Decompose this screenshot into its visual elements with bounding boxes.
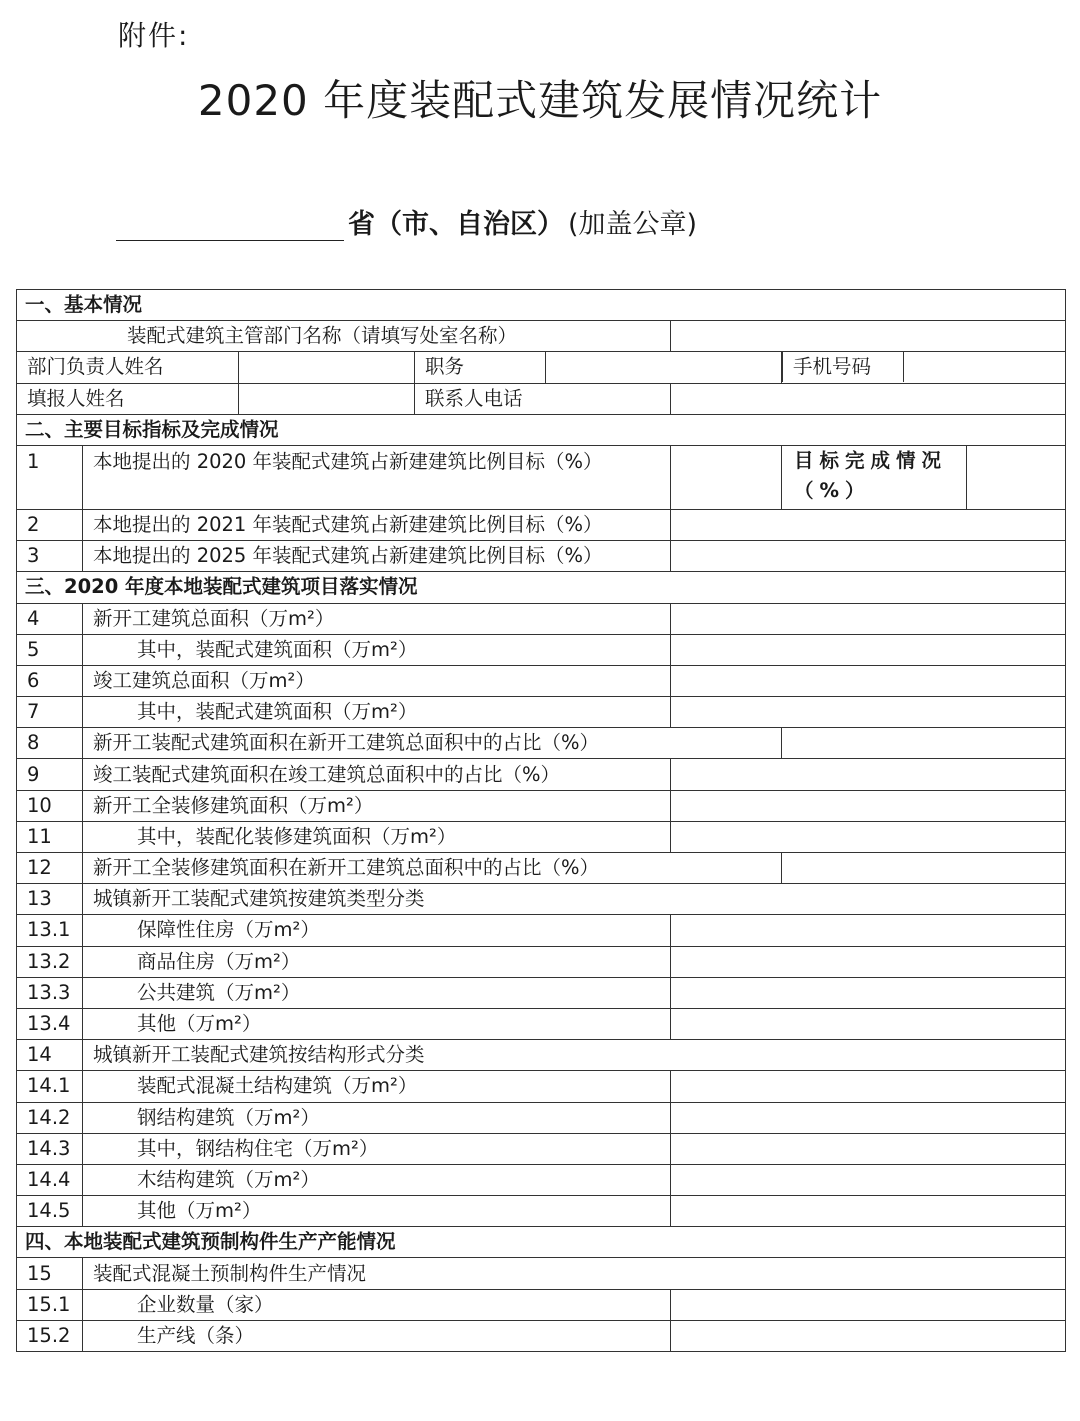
row-label: 本地提出的 2021 年装配式建筑占新建建筑比例目标（%）: [83, 509, 671, 540]
section-header: [17, 414, 1066, 445]
leader-name-field[interactable]: [239, 352, 415, 383]
document-title: 2020 年度装配式建筑发展情况统计: [197, 76, 883, 125]
mobile-cell: [782, 352, 1066, 383]
table-row: [17, 728, 1066, 759]
table-row: [17, 884, 1066, 915]
row-number: 13.1: [17, 915, 83, 946]
row-number: 9: [17, 759, 83, 790]
row-label: 新开工全装修建筑面积在新开工建筑总面积中的占比（%）: [83, 853, 782, 884]
row-label: 竣工装配式建筑面积在竣工建筑总面积中的占比（%）: [83, 759, 671, 790]
value-field[interactable]: [671, 1164, 1066, 1195]
table-row: [17, 445, 1066, 509]
row-label: 城镇新开工装配式建筑按结构形式分类: [83, 1040, 1066, 1071]
dept-name-label: 装配式建筑主管部门名称（请填写处室名称）: [17, 321, 671, 352]
value-field[interactable]: [671, 1008, 1066, 1039]
table-row: [17, 790, 1066, 821]
table-row: [17, 1133, 1066, 1164]
row-label: 新开工装配式建筑面积在新开工建筑总面积中的占比（%）: [83, 728, 782, 759]
row-number: 13.4: [17, 1008, 83, 1039]
value-field[interactable]: [671, 1071, 1066, 1102]
mobile-field[interactable]: [904, 352, 1065, 382]
table-row: [17, 977, 1066, 1008]
row-label: 城镇新开工装配式建筑按建筑类型分类: [83, 884, 1066, 915]
row-label: 其他（万m²）: [83, 1008, 671, 1039]
row-number: 14.5: [17, 1196, 83, 1227]
value-field[interactable]: [671, 509, 1066, 540]
value-field[interactable]: [671, 977, 1066, 1008]
table-row: [17, 1008, 1066, 1039]
row-label: 生产线（条）: [83, 1320, 671, 1351]
contact-phone-field[interactable]: [671, 383, 1066, 414]
table-row: [17, 383, 1066, 414]
table-row: [17, 321, 1066, 352]
section-title-capacity: 四、本地装配式建筑预制构件生产产能情况: [17, 1227, 1066, 1258]
table-row: [17, 1040, 1066, 1071]
position-label: 职务: [415, 352, 546, 383]
table-row: [17, 1102, 1066, 1133]
table-row: [17, 697, 1066, 728]
row-number: 1: [17, 445, 83, 509]
value-field[interactable]: [671, 759, 1066, 790]
row-label: 本地提出的 2020 年装配式建筑占新建建筑比例目标（%）: [83, 445, 671, 509]
row-number: 8: [17, 728, 83, 759]
row-label: 其中，装配式建筑面积（万m²）: [83, 634, 671, 665]
province-label: 省（市、自治区）: [348, 209, 564, 240]
table-row: [17, 946, 1066, 977]
table-row: [17, 915, 1066, 946]
table-row: [17, 509, 1066, 540]
row-number: 14.3: [17, 1133, 83, 1164]
table-row: [17, 1258, 1066, 1289]
row-number: 14.1: [17, 1071, 83, 1102]
table-row: [17, 603, 1066, 634]
table-row: [17, 1289, 1066, 1320]
row-number: 15: [17, 1258, 83, 1289]
section-title-projects: 三、2020 年度本地装配式建筑项目落实情况: [17, 572, 1066, 603]
contact-phone-label: 联系人电话: [415, 383, 671, 414]
completion-field[interactable]: [967, 445, 1066, 509]
table-row: [17, 821, 1066, 852]
table-row: [17, 1071, 1066, 1102]
value-field[interactable]: [671, 1289, 1066, 1320]
section-header: [17, 1227, 1066, 1258]
row-number: 3: [17, 541, 83, 572]
row-number: 15.1: [17, 1289, 83, 1320]
position-field[interactable]: [546, 352, 782, 383]
row-label: 新开工建筑总面积（万m²）: [83, 603, 671, 634]
value-field[interactable]: [671, 946, 1066, 977]
row-number: 12: [17, 853, 83, 884]
row-label: 商品住房（万m²）: [83, 946, 671, 977]
row-label: 装配式混凝土预制构件生产情况: [83, 1258, 1066, 1289]
value-field[interactable]: [671, 603, 1066, 634]
row-label: 公共建筑（万m²）: [83, 977, 671, 1008]
table-row: [17, 759, 1066, 790]
province-blank-field[interactable]: [116, 208, 344, 241]
section-title-targets: 二、主要目标指标及完成情况: [17, 414, 1066, 445]
table-row: [17, 853, 1066, 884]
row-label: 企业数量（家）: [83, 1289, 671, 1320]
row-label: 竣工建筑总面积（万m²）: [83, 665, 671, 696]
row-label: 本地提出的 2025 年装配式建筑占新建建筑比例目标（%）: [83, 541, 671, 572]
row-label: 其他（万m²）: [83, 1196, 671, 1227]
completion-label: 目标完成情况（%）: [782, 445, 967, 509]
row-label: 木结构建筑（万m²）: [83, 1164, 671, 1195]
table-row: [17, 1320, 1066, 1351]
value-field[interactable]: [671, 665, 1066, 696]
row-number: 11: [17, 821, 83, 852]
row-number: 13.3: [17, 977, 83, 1008]
row-label: 保障性住房（万m²）: [83, 915, 671, 946]
value-field[interactable]: [671, 1133, 1066, 1164]
reporter-name-field[interactable]: [239, 383, 415, 414]
row-label: 新开工全装修建筑面积（万m²）: [83, 790, 671, 821]
value-field[interactable]: [671, 541, 1066, 572]
value-field[interactable]: [671, 821, 1066, 852]
row-number: 5: [17, 634, 83, 665]
row-label: 装配式混凝土结构建筑（万m²）: [83, 1071, 671, 1102]
row-number: 2: [17, 509, 83, 540]
row-number: 4: [17, 603, 83, 634]
row-number: 13: [17, 884, 83, 915]
section-header: [17, 290, 1066, 321]
section-header: [17, 572, 1066, 603]
row-label: 其中，装配化装修建筑面积（万m²）: [83, 821, 671, 852]
row-label: 钢结构建筑（万m²）: [83, 1102, 671, 1133]
row-number: 7: [17, 697, 83, 728]
value-field[interactable]: [671, 915, 1066, 946]
row-number: 14: [17, 1040, 83, 1071]
table-row: [17, 1164, 1066, 1195]
row-number: 14.2: [17, 1102, 83, 1133]
table-row: [17, 634, 1066, 665]
table-row: [17, 352, 1066, 383]
value-field[interactable]: [671, 1102, 1066, 1133]
value-field[interactable]: [671, 634, 1066, 665]
value-field[interactable]: [671, 1320, 1066, 1351]
province-line: [116, 202, 697, 241]
row-number: 10: [17, 790, 83, 821]
row-number: 14.4: [17, 1164, 83, 1195]
row-number: 13.2: [17, 946, 83, 977]
row-label: 其中，钢结构住宅（万m²）: [83, 1133, 671, 1164]
table-row: [17, 665, 1066, 696]
table-row: [17, 1196, 1066, 1227]
reporter-name-label: 填报人姓名: [17, 383, 239, 414]
section-title-basic: 一、基本情况: [17, 290, 1066, 321]
value-field[interactable]: [671, 697, 1066, 728]
mobile-label: 手机号码: [782, 352, 904, 382]
leader-name-label: 部门负责人姓名: [17, 352, 239, 383]
value-field[interactable]: [671, 790, 1066, 821]
row-number: 15.2: [17, 1320, 83, 1351]
value-field[interactable]: [671, 1196, 1066, 1227]
table-row: [17, 541, 1066, 572]
row-label: 其中，装配式建筑面积（万m²）: [83, 697, 671, 728]
statistics-table: [16, 289, 1066, 1352]
target-value-field[interactable]: [671, 445, 782, 509]
dept-name-field[interactable]: [671, 321, 1066, 352]
row-number: 6: [17, 665, 83, 696]
value-field[interactable]: [782, 728, 1066, 759]
value-field[interactable]: [782, 853, 1066, 884]
attachment-label: 附件:: [118, 19, 190, 52]
stamp-note: (加盖公章): [568, 209, 698, 240]
